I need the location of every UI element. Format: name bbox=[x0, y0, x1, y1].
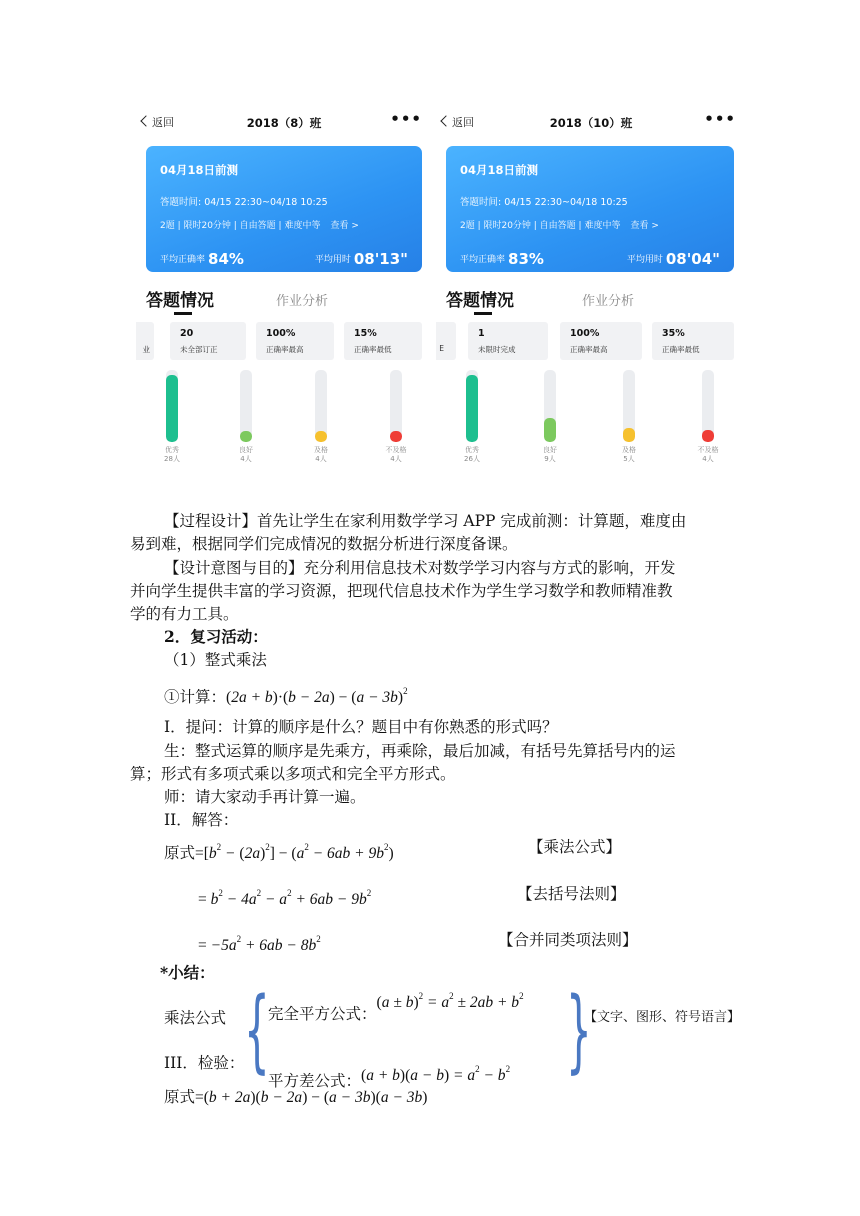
stat-card bbox=[436, 322, 456, 360]
bar-track bbox=[166, 370, 178, 442]
grade-name: 优秀 bbox=[465, 446, 479, 454]
tab-underline bbox=[474, 312, 492, 315]
time-value: 08'13" bbox=[353, 250, 408, 268]
average-accuracy bbox=[460, 248, 544, 266]
grade-bar bbox=[452, 370, 492, 464]
stat-label: 业 bbox=[142, 345, 150, 354]
right-brace: } bbox=[566, 978, 592, 1083]
square-formula-expression: $(a \pm b)^2 = a^2 \pm 2ab + b^2$ bbox=[376, 991, 524, 1011]
bar-fill bbox=[702, 430, 714, 442]
question-label: ①计算： bbox=[164, 688, 227, 706]
bar-track bbox=[623, 370, 635, 442]
stat-value: 35% bbox=[662, 328, 685, 339]
test-info-text: 2题 | 限时20分钟 | 自由答题 | 难度中等 bbox=[460, 221, 621, 231]
difference-formula-expression: $(a + b)(a - b) = a^2 - b^2$ bbox=[361, 1064, 511, 1084]
test-info bbox=[460, 218, 659, 231]
view-link[interactable]: 查看 > bbox=[330, 221, 359, 231]
tab-analysis[interactable]: 作业分析 bbox=[582, 294, 635, 309]
stat-card bbox=[560, 322, 642, 360]
test-title: 04月18日前测 bbox=[460, 163, 539, 177]
grade-count: 9人 bbox=[544, 455, 556, 463]
accuracy-label: 平均正确率 bbox=[460, 255, 506, 265]
tab-answers[interactable]: 答题情况 bbox=[446, 291, 514, 311]
bar-track bbox=[240, 370, 252, 442]
accuracy-value: 84% bbox=[208, 250, 244, 268]
bar-fill bbox=[166, 375, 178, 442]
grade-count: 4人 bbox=[390, 455, 402, 463]
test-summary-card bbox=[146, 146, 422, 272]
average-time bbox=[627, 248, 720, 266]
bar-fill bbox=[466, 375, 478, 442]
grade-name: 优秀 bbox=[165, 446, 179, 454]
square-formula bbox=[268, 991, 524, 1026]
grade-bar bbox=[530, 370, 570, 464]
left-class-screenshot bbox=[136, 108, 432, 492]
stat-card bbox=[170, 322, 246, 360]
rule-combine-like-terms: 【合并同类项法则】 bbox=[498, 931, 638, 949]
test-summary-card bbox=[446, 146, 734, 272]
stats-row bbox=[436, 322, 746, 362]
process-design-line2: 易到难，根据同学们完成情况的数据分析进行深度备课。 bbox=[130, 535, 518, 553]
grade-count: 26人 bbox=[464, 455, 480, 463]
stat-card bbox=[468, 322, 548, 360]
time-value: 08'04" bbox=[665, 250, 720, 268]
stat-card bbox=[344, 322, 422, 360]
grade-name: 良好 bbox=[239, 446, 253, 454]
stat-value: 15% bbox=[354, 328, 377, 339]
solution-step-1 bbox=[164, 836, 394, 865]
original-expression-label: 原式 bbox=[164, 1088, 196, 1106]
subsection-heading: （1）整式乘法 bbox=[164, 651, 267, 669]
bar-fill bbox=[315, 431, 327, 442]
answer-time: 答题时间: 04/15 22:30~04/18 10:25 bbox=[160, 197, 328, 208]
accuracy-label: 平均正确率 bbox=[160, 255, 206, 265]
multiplication-formula-label: 乘法公式 bbox=[164, 1009, 227, 1027]
check-heading: III．检验： bbox=[164, 1054, 245, 1072]
left-brace: { bbox=[244, 978, 270, 1083]
grade-bar bbox=[376, 370, 416, 464]
bar-track bbox=[315, 370, 327, 442]
grade-name: 及格 bbox=[622, 446, 636, 454]
grade-bar bbox=[226, 370, 266, 464]
summary-heading: *小结： bbox=[160, 963, 215, 982]
teacher-instruction: 师：请大家动手再计算一遍。 bbox=[164, 788, 366, 806]
test-title: 04月18日前测 bbox=[160, 163, 239, 177]
grade-name: 不及格 bbox=[385, 446, 407, 454]
view-link[interactable]: 查看 > bbox=[630, 221, 659, 231]
question-1 bbox=[164, 680, 408, 709]
question-expression: $(2a + b)\cdot(b - 2a) - (a - 3b)^2$ bbox=[226, 686, 408, 706]
top-bar bbox=[136, 108, 432, 136]
tab-underline bbox=[174, 312, 192, 315]
section-heading: 2．复习活动： bbox=[164, 627, 268, 646]
design-intent-line1: 【设计意图与目的】充分利用信息技术对数学学习内容与方式的影响，开发 bbox=[164, 559, 676, 577]
stat-label: 正确率最低 bbox=[354, 345, 392, 354]
tab-answers[interactable]: 答题情况 bbox=[146, 291, 214, 311]
stat-card bbox=[256, 322, 334, 360]
square-formula-label: 完全平方公式： bbox=[268, 1005, 377, 1023]
rule-multiplication: 【乘法公式】 bbox=[528, 838, 622, 856]
step-2-expression: = $b^2 - 4a^2 - a^2 + 6ab - 9b^2$ bbox=[198, 888, 372, 908]
back-label: 返回 bbox=[152, 116, 174, 129]
top-bar bbox=[436, 108, 746, 136]
accuracy-value: 83% bbox=[508, 250, 544, 268]
bar-fill bbox=[623, 428, 635, 442]
more-icon[interactable]: ••• bbox=[390, 110, 422, 128]
process-design-line1: 【过程设计】首先让学生在家利用数学学习 APP 完成前测：计算题，难度由 bbox=[164, 512, 687, 530]
back-label: 返回 bbox=[452, 116, 474, 129]
grade-count: 4人 bbox=[702, 455, 714, 463]
stat-label: 正确率最低 bbox=[662, 345, 700, 354]
stat-label: 未限时完成 bbox=[478, 345, 516, 354]
more-icon[interactable]: ••• bbox=[704, 110, 736, 128]
bar-fill bbox=[240, 431, 252, 442]
bar-track bbox=[544, 370, 556, 442]
grade-count: 28人 bbox=[164, 455, 180, 463]
check-expression bbox=[164, 1086, 427, 1109]
grade-name: 良好 bbox=[543, 446, 557, 454]
original-expression-label: 原式 bbox=[164, 844, 196, 862]
step-3-expression: = $-5a^2 + 6ab - 8b^2$ bbox=[198, 934, 321, 954]
grade-bar bbox=[301, 370, 341, 464]
stat-label: 未全部订正 bbox=[180, 345, 218, 354]
design-intent-line3: 学的有力工具。 bbox=[130, 605, 239, 623]
bar-fill bbox=[390, 431, 402, 442]
check-expression-math: =(b + 2a)(b − 2a) − (a − 3b)(a − 3b) bbox=[195, 1089, 428, 1106]
bar-track bbox=[390, 370, 402, 442]
step-1-expression: $=[b^2 - (2a)^2] - (a^2 - 6ab + 9b^2)$ bbox=[195, 842, 394, 862]
student-answer-line2: 算；形式有多项式乘以多项式和完全平方形式。 bbox=[130, 765, 456, 783]
time-label: 平均用时 bbox=[314, 255, 351, 265]
bar-track bbox=[466, 370, 478, 442]
answer-time: 答题时间: 04/15 22:30~04/18 10:25 bbox=[460, 197, 628, 208]
stat-label: 正确率最高 bbox=[570, 345, 608, 354]
solution-heading: II．解答： bbox=[164, 811, 239, 829]
grade-bar bbox=[688, 370, 728, 464]
grade-count: 4人 bbox=[315, 455, 327, 463]
student-answer-line1: 生：整式运算的顺序是先乘方，再乘除，最后加减，有括号先算括号内的运 bbox=[164, 742, 676, 760]
teacher-question: I．提问：计算的顺序是什么？题目中有你熟悉的形式吗？ bbox=[164, 718, 558, 736]
grade-bar bbox=[152, 370, 192, 464]
tab-analysis[interactable]: 作业分析 bbox=[276, 294, 329, 309]
grade-name: 及格 bbox=[314, 446, 328, 454]
right-class-screenshot bbox=[436, 108, 746, 492]
stat-value: 100% bbox=[570, 328, 600, 339]
language-note: 【文字、图形、符号语言】 bbox=[584, 1010, 741, 1025]
stat-value: 1 bbox=[478, 328, 485, 339]
rule-remove-brackets: 【去括号法则】 bbox=[517, 885, 626, 903]
bar-track bbox=[702, 370, 714, 442]
grade-bar bbox=[609, 370, 649, 464]
design-intent-line2: 并向学生提供丰富的学习资源，把现代信息技术作为学生学习数学和教师精准教 bbox=[130, 582, 673, 600]
class-title: 2018（10）班 bbox=[549, 116, 633, 130]
solution-step-2 bbox=[198, 882, 371, 911]
grade-distribution bbox=[436, 370, 746, 480]
grade-distribution bbox=[136, 370, 432, 480]
stat-card bbox=[652, 322, 734, 360]
stat-value: 20 bbox=[180, 328, 194, 339]
grade-name: 不及格 bbox=[697, 446, 719, 454]
bar-fill bbox=[544, 418, 556, 442]
stat-label: E bbox=[439, 344, 444, 353]
stats-row bbox=[136, 322, 432, 362]
stat-value: 100% bbox=[266, 328, 296, 339]
time-label: 平均用时 bbox=[626, 255, 663, 265]
test-info-text: 2题 | 限时20分钟 | 自由答题 | 难度中等 bbox=[160, 221, 321, 231]
average-accuracy bbox=[160, 248, 244, 266]
stat-label: 正确率最高 bbox=[266, 345, 304, 354]
difference-formula-label: 平方差公式： bbox=[268, 1072, 362, 1090]
test-info bbox=[160, 218, 359, 231]
solution-step-3 bbox=[198, 928, 321, 957]
stat-card bbox=[136, 322, 154, 360]
grade-count: 5人 bbox=[623, 455, 635, 463]
class-title: 2018（8）班 bbox=[246, 116, 322, 130]
grade-count: 4人 bbox=[240, 455, 252, 463]
average-time bbox=[315, 248, 408, 266]
